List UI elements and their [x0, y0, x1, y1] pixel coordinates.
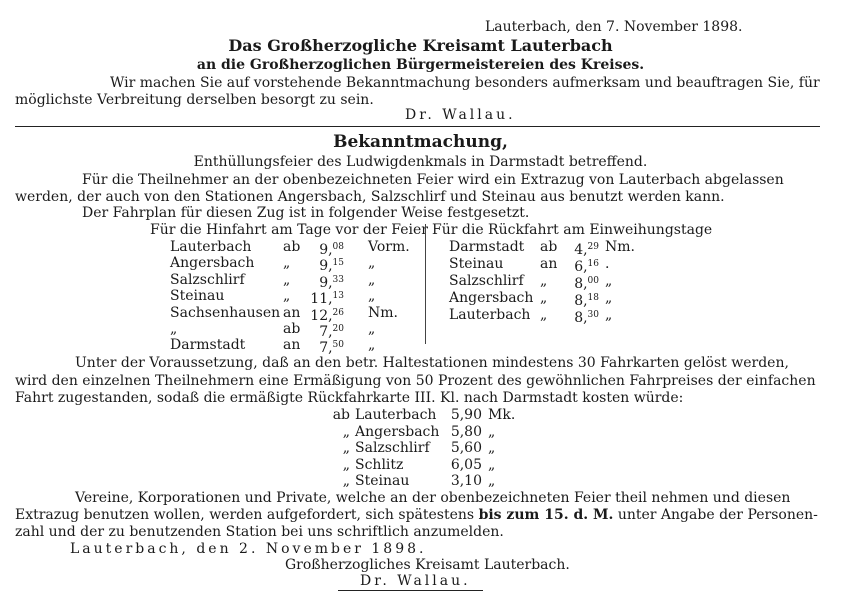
- minute-value: 33: [332, 274, 344, 285]
- minute-value: 15: [332, 258, 344, 269]
- fare-price: 5,90: [450, 407, 482, 423]
- para1-line-3: Der Fahrplan für diesen Zug ist in folgender Weise festgesetzt.: [82, 205, 530, 221]
- minute-value: 00: [587, 276, 599, 286]
- fare-price: 5,60: [450, 440, 482, 456]
- minute-value: 29: [587, 242, 599, 252]
- return-note: „: [605, 290, 613, 306]
- outbound-station: „: [170, 321, 178, 337]
- return-mode: ab: [540, 239, 558, 255]
- para3-line-1: Vereine, Korporationen und Private, welche an der obenbezeichneten Feier theil nehmen und diesen: [75, 490, 791, 506]
- minute-value: 13: [332, 291, 344, 302]
- hour-value: 9,: [319, 274, 333, 291]
- fare-prefix: „: [342, 440, 350, 456]
- fare-unit: „: [488, 456, 496, 473]
- outbound-station: Lauterbach: [170, 239, 252, 255]
- outbound-note: „: [368, 255, 376, 272]
- hour-value: 9,: [319, 258, 333, 275]
- hour-value: 4,: [574, 242, 588, 258]
- deadline-text: bis zum 15. d. M.: [478, 507, 614, 523]
- outbound-station: Darmstadt: [170, 337, 246, 354]
- hour-value: 7,: [319, 340, 333, 357]
- return-station: Steinau: [449, 256, 504, 272]
- outbound-note: „: [368, 288, 376, 305]
- outbound-header: Für die Hinfahrt am Tage vor der Feier: [150, 222, 428, 238]
- hour-value: 8,: [574, 293, 588, 309]
- return-station: Lauterbach: [449, 307, 531, 323]
- hour-value: 12,: [310, 307, 333, 324]
- fare-station: Salzschlirf: [355, 440, 430, 456]
- outbound-station: Sachsenhausen: [170, 304, 281, 321]
- instruction-text-1: Wir machen Sie auf vorstehende Bekanntmachung besonders aufmerksam und beauftragen Sie, für: [110, 75, 820, 91]
- fare-unit: Mk.: [488, 407, 516, 423]
- outbound-note: Vorm.: [368, 239, 410, 255]
- outbound-mode: „: [283, 255, 291, 272]
- section-divider: [15, 126, 820, 127]
- outbound-note: „: [368, 271, 376, 288]
- closing-date: Lauterbach, den 2. November 1898.: [70, 541, 427, 557]
- hour-value: 7,: [319, 324, 333, 340]
- return-station: Salzschlirf: [449, 273, 524, 289]
- minute-value: 18: [587, 293, 599, 303]
- para3-line-3: zahl und der zu benutzenden Station bei uns schriftlich anzumelden.: [15, 524, 504, 540]
- para2-line-3: Fahrt zugestanden, sodaß die ermäßigte Rückfahrkarte III. Kl. nach Darmstadt kosten würde:: [15, 390, 684, 406]
- dateline: Lauterbach, den 7. November 1898.: [485, 19, 743, 35]
- outbound-station: Angersbach: [170, 255, 255, 272]
- office-title: Das Großherzogliche Kreisamt Lauterbach: [228, 36, 613, 55]
- fare-station: Lauterbach: [355, 407, 437, 423]
- timetable-divider: [425, 224, 426, 344]
- outbound-station: Salzschlirf: [170, 271, 245, 288]
- closing-office: Großherzogliches Kreisamt Lauterbach.: [285, 557, 570, 573]
- instruction-line-1: [110, 75, 820, 92]
- return-mode: „: [540, 273, 548, 289]
- fare-station: Steinau: [355, 473, 410, 489]
- return-time: [555, 307, 599, 327]
- outbound-mode: ab: [283, 239, 301, 255]
- return-mode: an: [540, 256, 558, 272]
- outbound-mode: an: [283, 304, 301, 321]
- fare-prefix: „: [342, 456, 350, 473]
- para3-line-2: [15, 507, 818, 524]
- para2-line-1: Unter der Voraussetzung, daß an den betr. Haltestationen mindestens 30 Fahrkarten gelöst werden,: [75, 355, 789, 371]
- notice-heading: Bekanntmachung,: [333, 132, 508, 152]
- minute-value: 30: [587, 310, 599, 320]
- hour-value: 8,: [574, 276, 588, 292]
- fare-price: 5,80: [450, 423, 482, 440]
- closing-signature: Dr. Wallau.: [360, 573, 471, 589]
- hour-value: 9,: [319, 242, 333, 258]
- header-signature: Dr. Wallau.: [405, 107, 516, 123]
- return-note: .: [605, 256, 610, 272]
- fare-unit: „: [488, 473, 496, 489]
- return-note: „: [605, 273, 613, 289]
- outbound-note: „: [368, 321, 376, 337]
- return-station: Angersbach: [449, 290, 534, 306]
- minute-value: 50: [332, 340, 344, 351]
- hour-value: 6,: [574, 259, 588, 275]
- instruction-line-2: möglichste Verbreitung derselben besorgt zu sein.: [15, 92, 374, 108]
- return-mode: „: [540, 307, 548, 323]
- fare-prefix: „: [342, 473, 350, 489]
- outbound-station: Steinau: [170, 288, 225, 305]
- minute-value: 26: [332, 307, 344, 318]
- fare-unit: „: [488, 440, 496, 456]
- return-note: „: [605, 307, 613, 323]
- minute-value: 08: [332, 242, 344, 252]
- fare-price: 3,10: [450, 473, 482, 489]
- return-station: Darmstadt: [449, 239, 525, 255]
- fare-unit: „: [488, 423, 496, 440]
- para3-text-a: Extrazug benutzen wollen, werden aufgefordert, sich spätestens: [15, 507, 475, 523]
- outbound-mode: an: [283, 337, 301, 354]
- outbound-mode: ab: [283, 321, 301, 337]
- para1-line-2: werden, der auch von den Stationen Angersbach, Salzschlirf und Steinau aus benutzt werden kann.: [15, 189, 725, 205]
- hour-value: 11,: [310, 291, 333, 308]
- outbound-note: Nm.: [368, 304, 398, 321]
- para3-text-c: unter Angabe der Personen-: [617, 507, 818, 523]
- hour-value: 8,: [574, 310, 588, 326]
- fare-prefix: ab: [332, 407, 350, 423]
- fare-station: Angersbach: [355, 423, 440, 440]
- return-note: Nm.: [605, 239, 635, 255]
- para1-line-1: Für die Theilnehmer an der obenbezeichneten Feier wird ein Extrazug von Lauterbach abgelassen: [82, 172, 784, 188]
- return-mode: „: [540, 290, 548, 306]
- para2-line-2: wird den einzelnen Theilnehmern eine Ermäßigung von 50 Prozent des gewöhnlichen Fahrpreises der einfachen: [15, 373, 816, 389]
- minute-value: 16: [587, 259, 599, 269]
- outbound-mode: „: [283, 271, 291, 288]
- fare-prefix: „: [342, 423, 350, 440]
- fare-price: 6,05: [450, 456, 482, 473]
- return-header: Für die Rückfahrt am Einweihungstage: [432, 222, 713, 238]
- recipients-line: an die Großherzoglichen Bürgermeistereien des Kreises.: [196, 57, 645, 73]
- outbound-note: „: [368, 337, 376, 354]
- outbound-mode: „: [283, 288, 291, 305]
- notice-subject: Enthüllungsfeier des Ludwigdenkmals in Darmstadt betreffend.: [193, 154, 648, 170]
- fare-station: Schlitz: [355, 456, 404, 473]
- minute-value: 20: [332, 324, 344, 334]
